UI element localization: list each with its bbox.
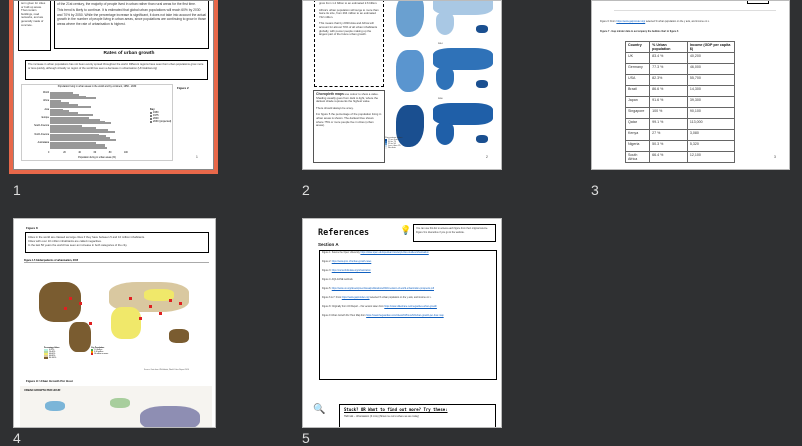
table-cell: 3,080 [687,130,734,141]
megacity-marker [169,299,172,302]
continent-australia [476,80,488,88]
table-cell: 91.6 % [650,97,688,108]
legend-swatch [150,118,152,120]
legend-item [150,120,171,123]
table-cell: 40,200 [687,53,734,64]
megacity-marker [149,305,152,308]
table-row [626,130,735,141]
legend-label: 20-40% [49,351,56,353]
page-thumbnail-4[interactable] [13,218,216,428]
table-cell: 86.6 % [650,86,688,97]
map-dots-europe [110,398,130,408]
reference-label: Figure 8: Originally from UN Report – this version taken from [322,306,384,308]
map-source: Source: Data from UN-Habitat, World Cities Report 2016 [144,369,190,371]
key-text: There should always be a key. [316,105,354,110]
legend-title: Key [150,108,155,111]
map-dots-north-america [45,401,65,411]
facts-box [314,0,384,87]
table-cell: 14,300 [687,86,734,97]
legend-title: City Population [91,347,105,349]
section-heading: Rates of urban growth [103,51,155,56]
reference-link[interactable]: https://www.theguardian.com/cities/2015/nov/18/urban-growth-per-hour-map [366,315,444,317]
page-thumbnail-5[interactable] [302,218,502,428]
table-cell: Qatar [626,119,650,130]
section-heading: Section A [318,242,339,247]
legend-label: 40-60% [49,353,56,355]
page-thumbnail-1[interactable] [13,0,214,170]
x-tick-label: 100 [124,151,128,154]
reference-label: Figure 6 & 7: From [322,297,342,299]
region-africa [111,307,141,339]
header-cell: Country [626,42,650,53]
x-tick-label: 60 [93,151,97,154]
legend-label: 5-10 million [94,351,104,353]
page-number-label-5: 5 [302,430,310,446]
table-row [626,141,735,152]
info-box: The increase in urban populations has not been evenly spread throughout the world. Different regions have seen their urban populations grow more or less quickly, although virtually no region of the world has seen a decrease in urbanisation (UN Habitat.org) [25,60,208,80]
category-label: North America [34,133,49,136]
table-cell: 83.4 % [650,53,688,64]
table-cell: 66.4 % [650,152,688,163]
x-tick-label: 0 [48,151,50,154]
legend-label: 2030 (projected) [153,120,172,123]
figure9-label: Figure 9: Urban Growth Per Hour [26,379,74,383]
legend-swatch [150,115,152,117]
legend-label: 1-5 million [94,349,103,351]
continent-africa [436,13,454,35]
page-number-label-2: 2 [302,182,310,198]
bar-2030 [50,114,93,116]
legend-item [385,147,402,149]
table-cell: South Africa [626,152,650,163]
trend-text: This trend is likely to continue. It is estimated that global urban populations will reach 60% by 2030 and 70% by 2050. While the percentage increase is significant, it does not take into account the actual growth in the number of people living in urban areas, since populations are continuing to grow in those areas where the rate of urbanisation is highest. [57,8,207,26]
category-label: South America [34,125,49,128]
x-tick-label: 80 [108,151,112,154]
table-cell: 55,700 [687,75,734,86]
table-cell: 50.3 % [650,141,688,152]
page-footer-number: 1 [196,155,198,159]
page-number-label-1: 1 [13,182,21,198]
x-tick-label: 20 [63,151,66,154]
bullet-item: Africa's urban population will surge to more than twice its size, from 294 million to an estimated 742 million. [319,7,379,19]
city-legend [91,347,108,355]
page-thumbnail-2[interactable] [302,0,502,170]
map-legend [385,137,402,149]
chart-legend [150,108,171,123]
table-cell: Singapore [626,108,650,119]
legend-label: 80-100% [49,357,57,359]
chart-title: Population living in urban areas in the world and by continent, 1950 - 2030 [57,85,137,88]
continent-africa [436,123,454,145]
map-title: Figure 1.5 Global patterns of urbanisation, 2015 [24,259,209,263]
legend-label: 1950 [153,111,159,114]
table-row [626,119,735,130]
reference-item [322,279,494,281]
bar-2030 [50,106,91,108]
legend-label: No data [388,147,396,149]
table-row [626,64,735,75]
x-tick-label: 40 [78,151,81,154]
caption-text: selected % urban population on the y axis, and income on x. [645,20,710,23]
table-row [626,108,735,119]
map2-title: URBAN GROWTH PER HOUR [24,389,61,392]
table-cell: 99.1 % [650,119,688,130]
continent-eurasia [433,48,493,70]
reference-item [322,261,494,263]
megacity-marker [179,302,182,305]
map-year-label: 2050 [438,98,443,100]
reference-label: Figure 3: [322,270,332,272]
legend-swatch [44,357,48,359]
legend-item [44,357,59,359]
figure-label: Figure 2 [177,86,189,90]
legend-label: 0-20% [49,349,55,351]
urban-maps [388,1,498,161]
reference-link[interactable]: https://ourworldindata.org/urbanization [331,270,371,272]
reference-suffix: selected % urban population on the y axis, and income on x. [370,297,432,299]
help-magnifier-icon: 🔍 [313,404,326,415]
reference-item [322,306,494,308]
bullet-item: grow from 1.4 billion to an estimated 2.6 billion. [319,1,378,5]
reference-link[interactable]: https://www.slideshare.net/megacities-urban-growth [384,306,437,308]
figure-label: Figure 8 [26,226,38,230]
page-thumbnail-3[interactable] [591,0,790,170]
reference-item [322,270,494,272]
legend-swatch [150,112,152,114]
legend-swatch [385,147,387,149]
reference-link[interactable]: https://www.un.org/development/desa/publications/2018-revision-of-world-urbanization-prospects.pdf [331,288,434,290]
box-line: Cities in the world are classed as large cities if they have between 5 and 10 million inhabitants. [28,235,145,239]
page-number-label-4: 4 [13,430,21,446]
legend-label: 25 to 50 [388,143,396,145]
continent-australia [476,135,488,143]
bar-2030 [50,97,96,99]
reference-label: Figure 2: [322,261,332,263]
category-label: Africa [43,100,49,103]
chart-box [747,0,769,4]
legend-marker [91,353,93,355]
note-box: You can use this list to access each figure from their original source. Figure 9 is interactive if you go to the website. [413,224,496,242]
bar-2030 [50,122,111,124]
figure6-caption [600,20,710,23]
reference-link[interactable]: https://www.gapminder.org/ [341,297,370,299]
category-label: Australasia [37,141,49,144]
table-cell: 27 % [650,130,688,141]
stuck-line: TED talk – Urbanisation (6 mins) (Show me out to where we are today) [344,415,419,418]
bar-2030 [50,131,115,133]
table-cell: 5,320 [687,141,734,152]
category-label: World [43,92,49,94]
table-cell: 100 % [650,108,688,119]
megacities-box [25,232,209,253]
category-label: Asia [44,108,49,111]
table-cell: 12,100 [687,152,734,163]
pct-legend [44,347,59,359]
table-cell: UK [626,53,650,64]
map-dots-asia [140,406,200,428]
urban-growth-map [20,386,212,428]
table-cell: 82.3% [650,75,688,86]
stuck-box [339,404,496,428]
megacity-marker [129,297,132,300]
choropleth-title: Choropleth maps [316,92,344,96]
intro-box [54,0,209,49]
continent-americas [396,0,424,37]
page-footer-number: 2 [486,155,488,159]
megacity-marker [159,312,162,315]
table-cell: Nigeria [626,141,650,152]
continent-australia [476,25,488,33]
intro-text: of the 21st century, the majority of people lived in urban rather than rural areas for the first time. [57,2,196,6]
category-label: Europe [41,116,49,119]
table-cell: 77.3 % [650,64,688,75]
chart-xlabel: Population living in urban areas (%) [78,155,116,159]
reference-label: Figure 1: Source the Open University [322,252,360,254]
table-row [626,152,735,163]
megacity-marker [139,317,142,320]
header-cell: % Urban population [650,42,688,53]
reference-item [322,252,494,254]
map-year-label: 2014 [438,43,443,45]
definition-text: term given for cities or built up areas. That contain buildings, road networks, and are generally made of concrete. [21,1,46,27]
references-title: References [318,228,370,238]
region-north-america [39,282,81,322]
legend-label: 60-80% [49,355,56,357]
continent-americas [396,50,424,92]
legend-label: 50 to 75 [388,141,396,143]
legend-item [91,353,108,355]
stuck-title: Stuck? OR Want to find out more? Try these: [344,407,448,412]
reference-link[interactable]: https://www.open.edu/openlearn/society/urban-studies/urbanisation [360,252,429,254]
continent-eurasia [433,103,493,125]
references-list [319,250,497,380]
table-cell: Kenya [626,130,650,141]
reference-item [322,297,494,299]
table-cell: Germany [626,64,650,75]
reference-label: Figure 5: [322,288,332,290]
megacity-marker [89,322,92,325]
table-cell: 90,100 [687,108,734,119]
lightbulb-icon: 💡 [400,225,412,235]
table-row [626,97,735,108]
region-australia [169,329,189,343]
megacity-marker [69,297,72,300]
urban-growth-chart [21,84,173,161]
region-south-america [69,322,91,352]
bar-2030 [50,147,107,149]
figure7-caption: Figure 7 - Gap minder data to accompany the bubble chart in figure 6 [600,30,679,33]
reference-item [322,315,494,317]
header-cell: Income (GDP per capita $) [687,42,734,53]
legend-label: 10 million or more [94,353,109,355]
reference-link[interactable]: https://www.ipcc.ch/urban-growth-rates [331,261,372,263]
megacity-marker [64,307,67,310]
figure-text: For figure 5 the percentage of the population living in urban areas is shown. The darkest blue shows where 75% or more people live in cities (urban areas). [316,112,382,128]
continent-africa [436,68,454,90]
table-header-row [626,42,735,53]
legend-label: 75 or over [388,139,398,141]
reference-item [322,288,494,290]
legend-title: Percentage Urban [44,347,60,349]
legend-label: Less than 25 [388,145,401,147]
page-footer-number: 3 [774,155,776,159]
table-row [626,86,735,97]
choropleth-box [313,90,385,163]
gapminder-table [625,41,735,163]
table-cell: Japan [626,97,650,108]
reference-label: Figure 4: AQA GCSE textbook [322,279,353,281]
table-cell: Brazil [626,86,650,97]
table-cell: 46,000 [687,64,734,75]
table-cell: 39,300 [687,97,734,108]
table-row [626,75,735,86]
page-number-label-3: 3 [591,182,599,198]
legend-label: 1975 [153,114,159,117]
choropleth-text: use colour to show a value. Shading usually goes from dark to light, where the darkest shade represents the highest value. [316,92,379,104]
bullet-item: This means that by 2030 Asia and Africa will account for almost 70% of all urban inhabitants globally, with poorer people making up the largest part of the future urban growth. [319,21,378,37]
reference-label: Figure 9 Urban Growth Per Hour Map from [322,315,366,317]
bar-2030 [50,139,116,141]
table-cell: 113,000 [687,119,734,130]
definition-box [18,0,51,51]
legend-swatch [150,121,152,123]
box-line: In the last 50 years the world has seen an increase in both categories of the city. [28,243,128,248]
box-line: Cities with over 10 million inhabitants are called megacities. [28,239,102,244]
caption-text: Figure 6: From [600,20,616,23]
gapminder-link[interactable]: https://www.gapminder.org/ [616,20,646,23]
legend-title: Percentage urban [385,137,403,139]
megacity-marker [79,302,82,305]
table-cell: USA [626,75,650,86]
legend-label: 2000 [153,117,159,120]
table-row [626,53,735,64]
